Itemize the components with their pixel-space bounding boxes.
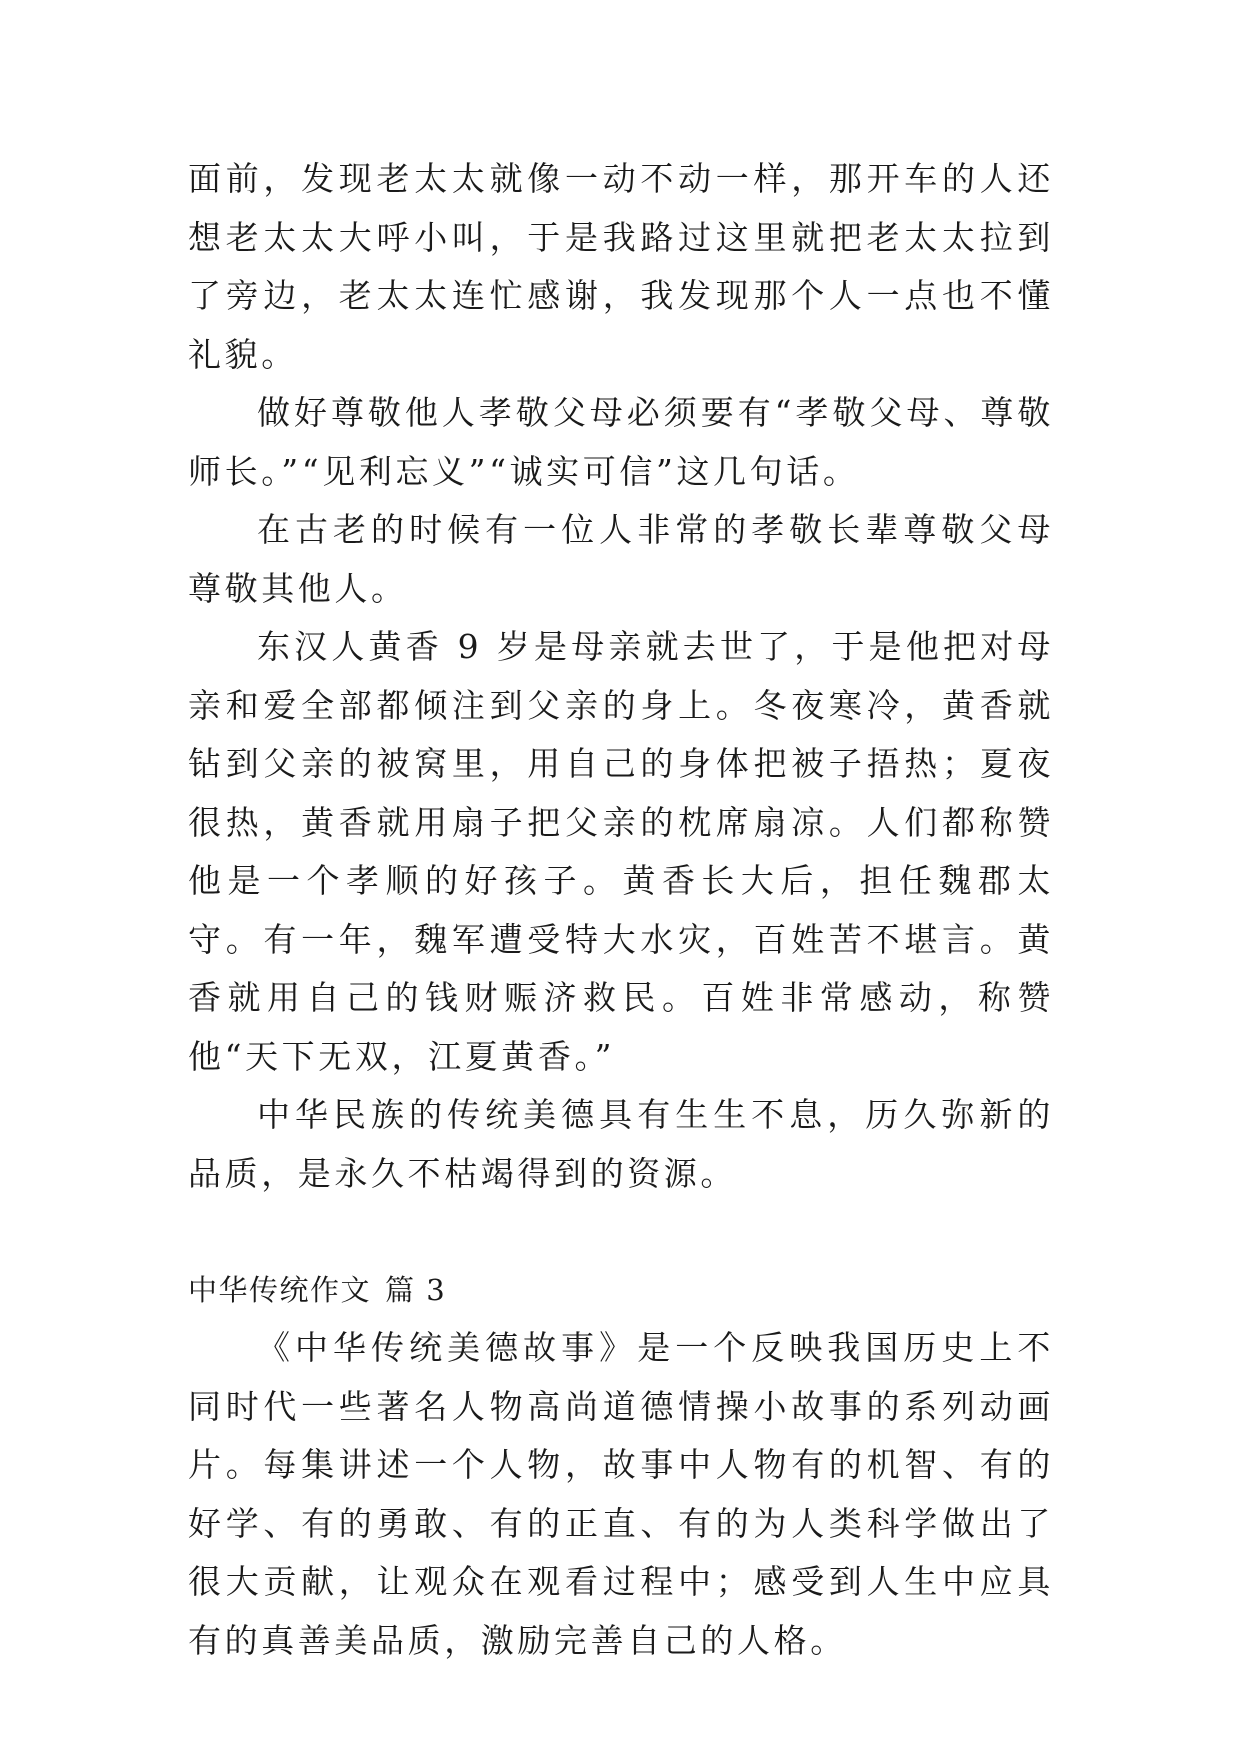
paragraph: 做好尊敬他人孝敬父母必须要有“孝敬父母、尊敬师长。”“见利忘义”“诚实可信”这几句话。 [188,393,1054,491]
section-heading-name: 中华传统作文 [188,1273,372,1307]
section-heading-number: 篇 3 [385,1273,447,1307]
paragraph: 《中华传统美德故事》是一个反映我国历史上不同时代一些著名人物高尚道德情操小故事的系列动画片。每集讲述一个人物，故事中人物有的机智、有的好学、有的勇敢、有的正直、有的为人类科学做出了很大贡献，让观众在观看过程中；感受到人生中应具有的真善美品质，激励完善自己的人格。 [188,1328,1054,1660]
paragraph: 中华民族的传统美德具有生生不息，历久弥新的品质，是永久不枯竭得到的资源。 [188,1095,1054,1193]
section-heading [188,1261,1054,1319]
paragraph: 面前，发现老太太就像一动不动一样，那开车的人还想老太太大呼小叫，于是我路过这里就把老太太拉到了旁边，老太太连忙感谢，我发现那个人一点也不懂礼貌。 [188,159,1054,374]
paragraph: 东汉人黄香 9 岁是母亲就去世了，于是他把对母亲和爱全部都倾注到父亲的身上。冬夜寒冷，黄香就钻到父亲的被窝里，用自己的身体把被子捂热；夏夜很热，黄香就用扇子把父亲的枕席扇凉。人们都称赞他是一个孝顺的好孩子。黄香长大后，担任魏郡太守。有一年，魏军遭受特大水灾，百姓苦不堪言。黄香就用自己的钱财赈济救民。百姓非常感动，称赞他“天下无双，江夏黄香。” [188,627,1054,1076]
document-page [188,150,1054,1670]
paragraph: 在古老的时候有一位人非常的孝敬长辈尊敬父母尊敬其他人。 [188,510,1054,608]
